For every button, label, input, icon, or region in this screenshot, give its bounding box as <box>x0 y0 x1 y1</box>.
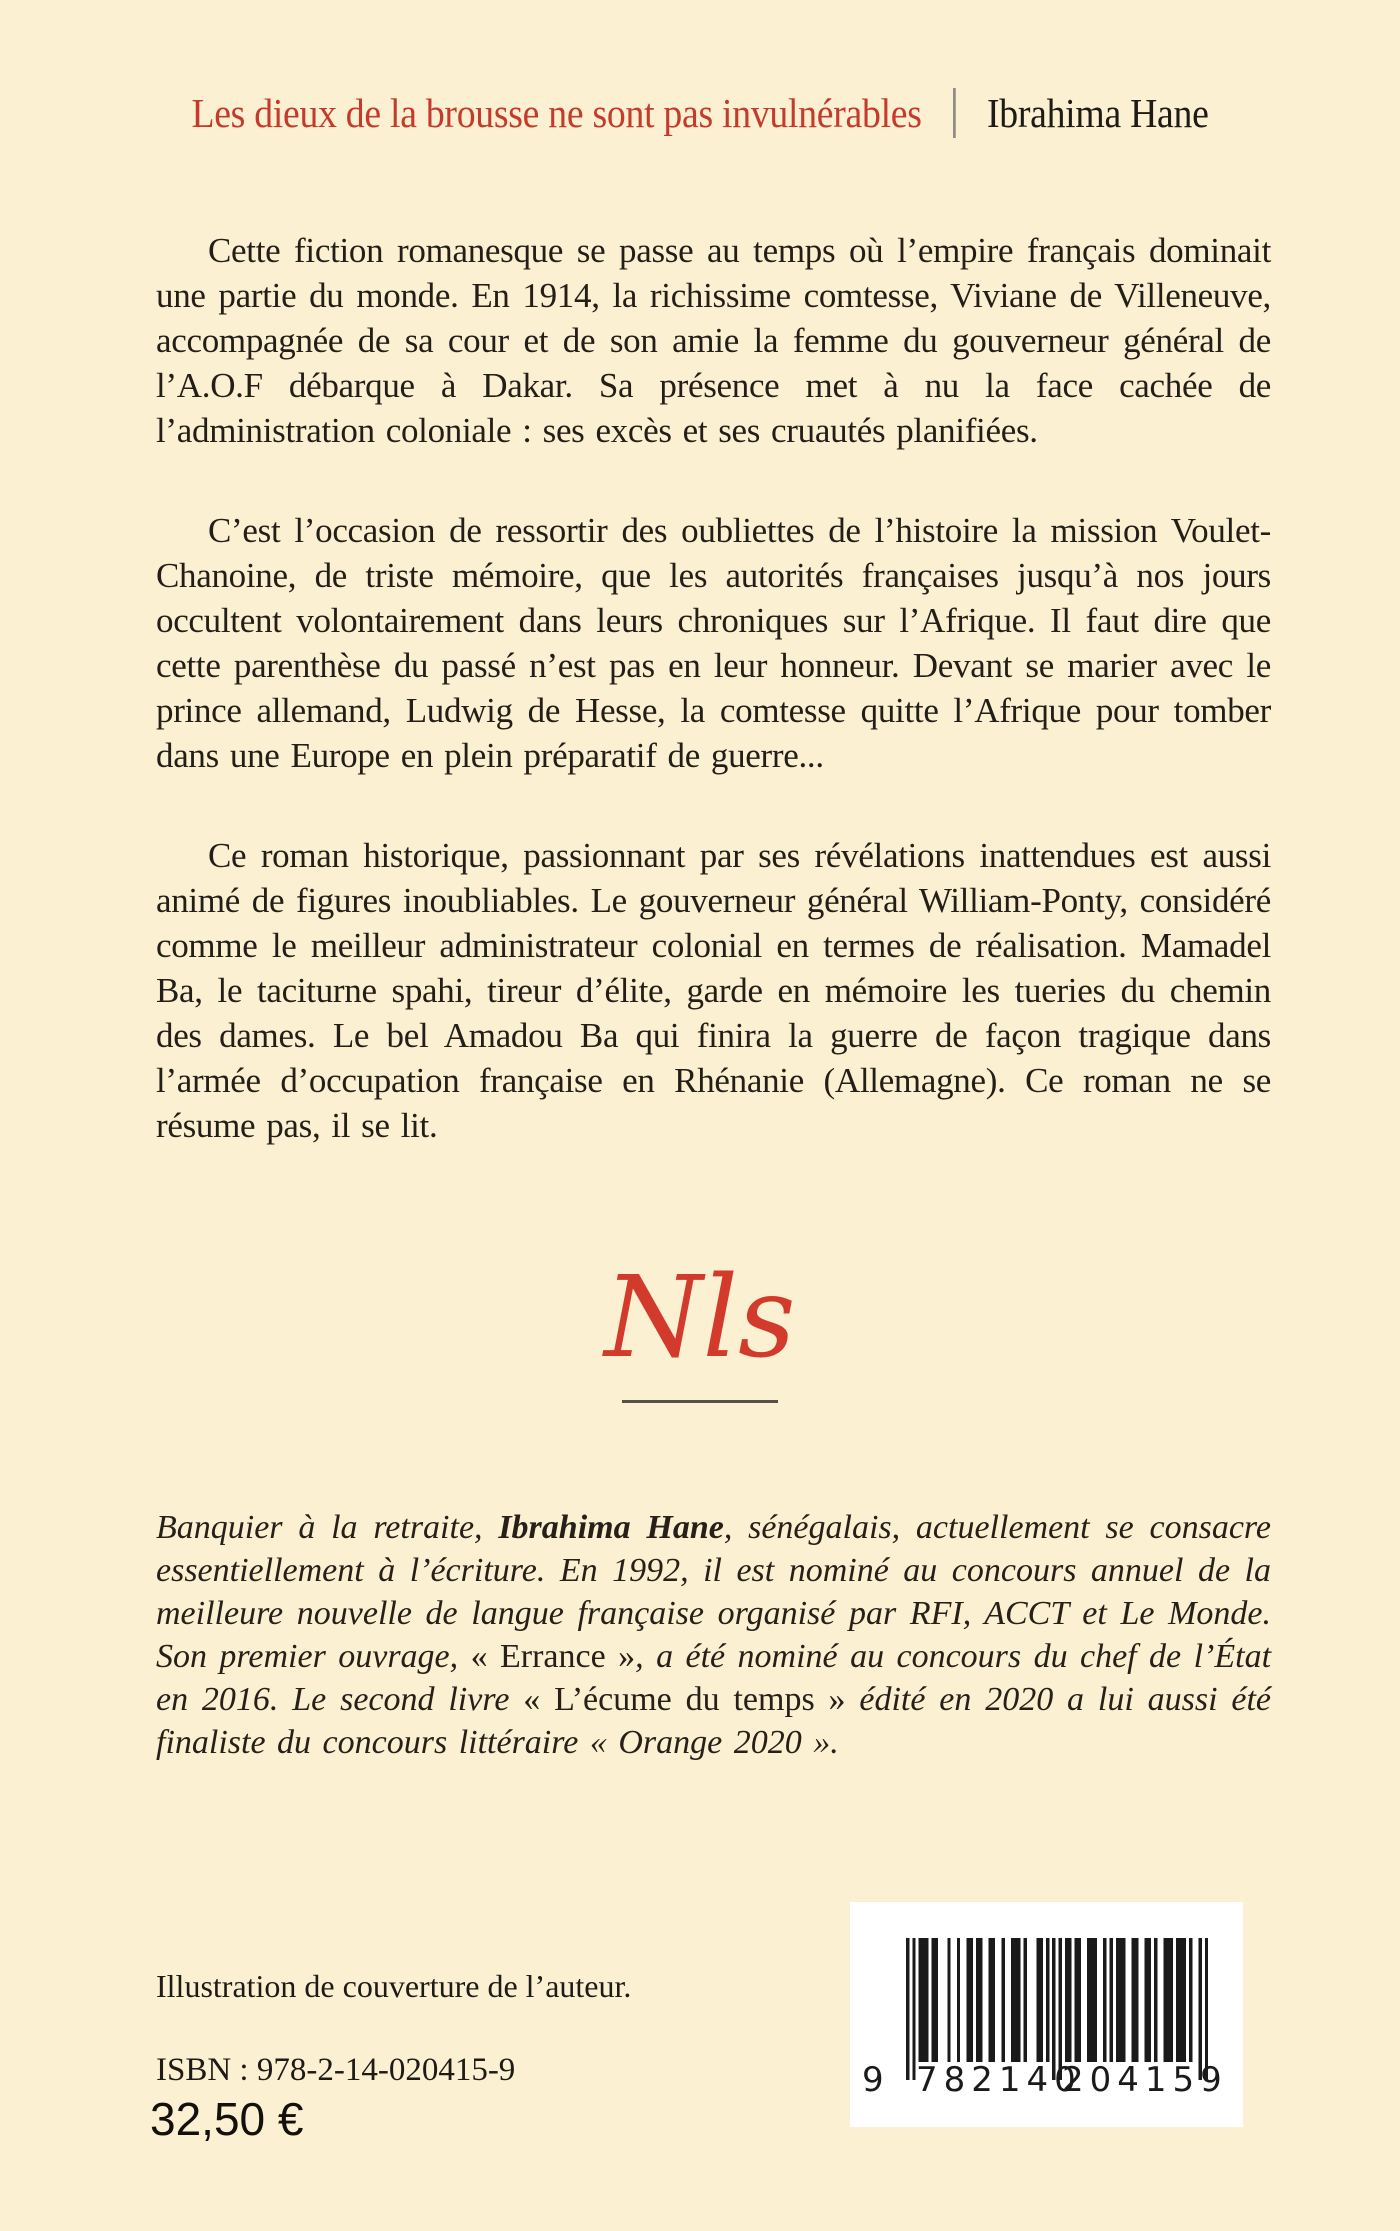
title-author-separator <box>953 88 956 138</box>
bio-text-1: , sénégalais, actuellement se consacre essentiellement à l’écriture. En 1992, il est nominé au concours annuel de la meilleure nouvelle de langue française organisé par RFI, ACCT et Le Monde. Son premier ouvrage, <box>156 1509 1271 1675</box>
synopsis-paragraph-2: C’est l’occasion de ressortir des oubliettes de l’histoire la mission Voulet-Chanoine, de triste mémoire, que les autorités françaises jusqu’à nos jours occultent volontairement dans leurs chroniques sur l’Afrique. Il faut dire que cette parenthèse du passé n’est pas en leur honneur. Devant se marier avec le prince allemand, Ludwig de Hesse, la comtesse quitte l’Afrique pour tomber dans une Europe en plein préparatif de guerre... <box>156 511 1271 775</box>
illustration-credit: Illustration de couverture de l’auteur. <box>156 1968 632 2004</box>
bio-intro: Banquier à la retraite, <box>156 1509 499 1546</box>
price-text: 32,50 € <box>150 2093 304 2145</box>
barcode-digits-left: 782140 <box>916 2060 1082 2100</box>
book-title: Les dieux de la brousse ne sont pas invulnérables <box>191 90 922 136</box>
bio-book-title-errance: « Errance » <box>470 1638 636 1675</box>
synopsis-paragraph-1: Cette fiction romanesque se passe au temps où l’empire français dominait une partie du monde. En 1914, la richissime comtesse, Viviane de Villeneuve, accompagnée de sa cour et de son amie la femme du gouverneur général de l’A.O.F débarque à Dakar. Sa présence met à nu la face cachée de l’administration coloniale : ses excès et ses cruautés planifiées. <box>156 231 1271 450</box>
bio-book-title-ecume: « L’écume du temps » <box>523 1681 846 1718</box>
author-name: Ibrahima Hane <box>986 90 1209 136</box>
publisher-logo-text: Nls <box>604 1253 796 1383</box>
bio-text-2: , a été nominé au concours du chef de l’État en 2016. Le second livre <box>156 1638 1272 1718</box>
publisher-logo-rule <box>622 1400 778 1403</box>
synopsis <box>156 228 1271 1203</box>
ean13-barcode <box>906 1938 1208 2080</box>
publisher-logo <box>0 1253 1400 1403</box>
barcode-digit-leading: 9 <box>862 2060 884 2100</box>
header-row <box>56 88 1344 138</box>
isbn-text: ISBN : 978-2-14-020415-9 <box>156 2052 516 2088</box>
bio-text-3: édité en 2020 a lui aussi été finaliste du concours littéraire « Orange 2020 ». <box>156 1681 1271 1761</box>
barcode-box <box>850 1902 1243 2127</box>
barcode-digits <box>850 2060 1243 2100</box>
barcode-digits-right: 204159 <box>1062 2060 1228 2100</box>
bio-author-name: Ibrahima Hane <box>498 1509 724 1546</box>
synopsis-paragraph-3: Ce roman historique, passionnant par ses révélations inattendues est aussi animé de figures inoubliables. Le gouverneur général William-Ponty, considéré comme le meilleur administrateur colonial en termes de réalisation. Mamadel Ba, le taciturne spahi, tireur d’élite, garde en mémoire les tueries du chemin des dames. Le bel Amadou Ba qui finira la guerre de façon tragique dans l’armée d’occupation française en Rhénanie (Allemagne). Ce roman ne se résume pas, il se lit. <box>156 836 1271 1145</box>
author-bio <box>156 1506 1271 1764</box>
